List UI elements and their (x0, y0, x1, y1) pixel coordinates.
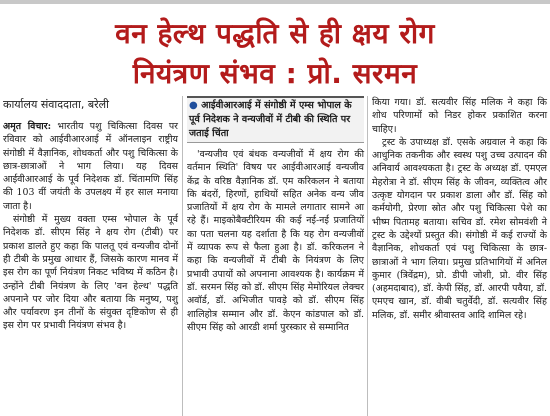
paragraph: ट्रस्ट के उपाध्यक्ष डॉ. एसके अग्रवाल ने कहा कि आधुनिक तकनीक और स्वस्थ पशु उच्च उत्पादन की अनिवार्य आवश्यकता है। ट्रस्ट के अध्यक्ष डॉ. एमएल मेहरोत्रा ने डॉ. सीएम सिंह के जीवन, व्यक्तित्व और उत्कृष्ट योगदान पर प्रकाश डाला और डॉ. सिंह को कर्मयोगी, प्रेरणा स्रोत और पशु चिकित्सा पेशे का भीष्म पितामह बताया। सचिव डॉ. रमेश सोमवंशी ने ट्रस्ट के उद्देश्यों प्रस्तुत की। संगोष्ठी में कई राज्यों के वैज्ञानिक, शोधकर्ता एवं पशु चिकित्सा के छात्र-छात्राओं ने भाग लिया। प्रमुख प्रतिभागियों में अनिल कुमार (त्रिवेंद्रम), प्रो. डीपी जोशी, प्रो. वीर सिंह (अहमदाबाद), डॉ. केपी सिंह, डॉ. आरपी पवैया, डॉ. एमएच खान, डॉ. वीबी चतुर्वेदी, डॉ. सत्यवीर सिंह मलिक, डॉ. समीर श्रीवास्तव आदि शामिल रहे। (372, 136, 547, 321)
bullet-icon: ● (189, 100, 198, 111)
dateline: कार्यालय संवाददाता, बरेली (3, 98, 109, 111)
paragraph: 'वन्यजीव एवं बंधक वन्यजीवों में क्षय रोग की वर्तमान स्थिति' विषय पर आईवीआरआई वन्यजीव केंद्र के वरिष्ठ वैज्ञानिक डॉ. एम करिकलन ने बताया कि बंदरों, हिरणों, हाथियों सहित अनेक वन्य जीव प्रजातियों में क्षय रोग के मामले लगातार सामने आ रहे हैं। माइकोबैक्टीरियम की कई नई-नई प्रजातियों का पता चलना यह दर्शाता है कि यह रोग वन्यजीवों में व्यापक रूप से फैला हुआ है। डॉ. करिकलन ने कहा कि वन्यजीवों में टीबी के नियंत्रण के लिए प्रभावी उपायों को अपनाना आवश्यक है। कार्यक्रम में डॉ. सरमन सिंह को डॉ. सीएम सिंह मेमोरियल लेक्चर अवॉर्ड, डॉ. अभिजीत पावड़े को डॉ. सीएम सिंह शालिहोत्र सम्मान और डॉ. केएन कांडपाल को डॉ. सीएम सिंह को आरडी शर्मा पुरस्कार से सम्मानित (187, 149, 364, 333)
article-column-1 (3, 120, 178, 333)
article-column-2 (187, 148, 364, 334)
headline (0, 14, 550, 94)
callout-text: आईवीआरआई में संगोष्ठी में एम्स भोपाल के पूर्व निदेशक ने वन्यजीवों में टीबी की स्थिति पर जताई चिंता (189, 100, 352, 139)
paragraph (3, 120, 178, 213)
paragraph: किया गया। डॉ. सत्यवीर सिंह मलिक ने कहा कि शोध परिणामों को निडर होकर प्रकाशित करना चाहिए। (372, 97, 547, 135)
paragraph: संगोष्ठी में मुख्य वक्ता एम्स भोपाल के पूर्व निदेशक डॉ. सीएम सिंह ने क्षय रोग (टीबी) पर प्रकाश डालते हुए कहा कि पालतू एवं वन्यजीव दोनों ही टीबी के प्रमुख आधार हैं, जिसके कारण मानव में इस रोग का पूर्ण नियंत्रण निकट भविष्य में कठिन है। उन्होंने टीबी नियंत्रण के लिए 'वन हेल्थ' पद्धति अपनाने पर जोर दिया और बताया कि मनुष्य, पशु और पर्यावरण इन तीनों के संयुक्त दृष्टिकोण से ही इस रोग पर प्रभावी नियंत्रण संभव है। (3, 214, 178, 332)
top-rule (0, 0, 550, 4)
paragraph-text: भारतीय पशु चिकित्सा दिवस पर रविवार को आईवीआरआई में ऑनलाइन राष्ट्रीय संगोष्ठी में वैज्ञानिक, शोधकर्ता और पशु चिकित्सा के छात्र-छात्राओं ने भाग लिया। यह दिवस आईवीआरआई के पूर्व निदेशक डॉ. चिंतामणि सिंह की 103 वीं जयंती के उपलक्ष्य में हर साल मनाया जाता है। (3, 121, 178, 212)
column-divider (182, 96, 183, 416)
headline-line-1: वन हेल्थ पद्धति से ही क्षय रोग (115, 17, 435, 50)
lead-dateline: अमृत विचार: (3, 121, 52, 132)
column-divider (367, 96, 368, 416)
headline-line-2: नियंत्रण संभव : प्रो. सरमन (132, 57, 418, 90)
callout-box (187, 96, 364, 143)
article-column-3 (372, 96, 547, 322)
